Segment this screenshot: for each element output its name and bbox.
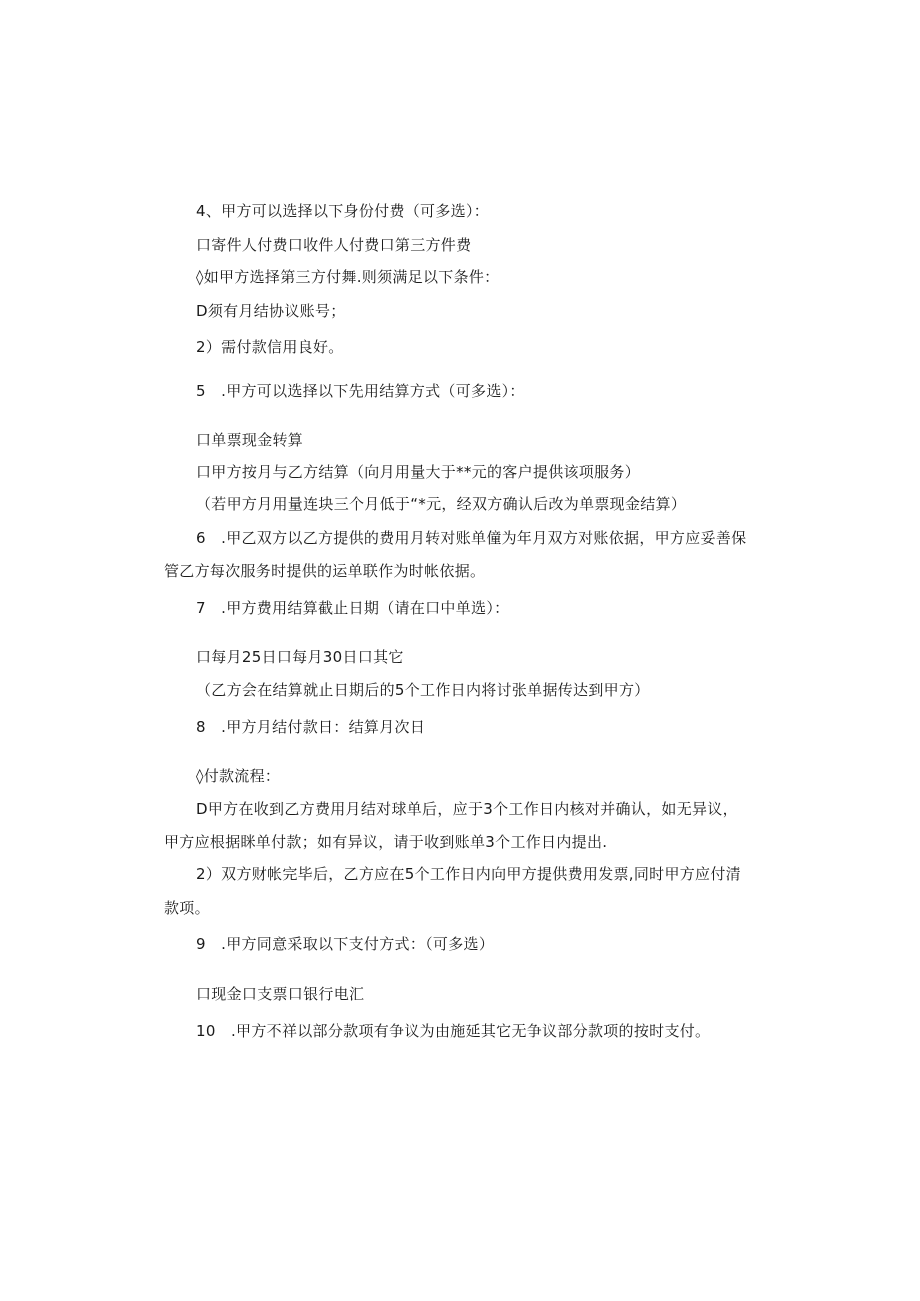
process-step-1-line-1: D甲方在收到乙方费用月结对球单后，应于3个工作日内核对并确认，如无异议， (196, 800, 738, 818)
third-party-conditions-heading: ◊如甲方选择第三方付舞.则须满足以下条件： (196, 268, 500, 286)
process-step-2-line-2: 款项。 (164, 899, 210, 917)
cutoff-date-options: 口每月25日口每月30日口其它 (196, 648, 404, 666)
settlement-option-single: 口单票现金转算 (196, 431, 304, 449)
clause-4-payer-options: 口寄件人付费口收件人付费口第三方件费 (196, 236, 472, 254)
clause-6-line-2: 管乙方每次服务时提供的运单联作为时帐依据。 (164, 562, 486, 580)
cutoff-note: （乙方会在结算就止日期后的5个工作日内将讨张单据传达到甲方） (196, 681, 650, 699)
clause-6-line-1: 6 .甲乙双方以乙方提供的费用月转对账单僮为年月双方对账依据，甲方应妥善保 (196, 529, 747, 547)
settlement-option-monthly: 口甲方按月与乙方结算（向月用量大于**元的客户提供该项服务） (196, 463, 641, 481)
clause-9-heading: 9 .甲方同意采取以下支付方式：（可多选） (196, 935, 495, 953)
clause-4-heading: 4、甲方可以选择以下身份付费（可多选）： (196, 202, 490, 220)
condition-2: 2）需付款信用良好。 (196, 338, 344, 356)
condition-1: D须有月结协议账号； (196, 302, 346, 320)
clause-7-heading: 7 .甲方费用结算截止日期（请在口中单选）： (196, 599, 510, 617)
process-step-2-line-1: 2）双方财帐完毕后，乙方应在5个工作日内向甲方提供费用发票,同时甲方应付清 (196, 865, 741, 883)
settlement-note: （若甲方月用量连块三个月低于“*元，经双方确认后改为单票现金结算） (196, 495, 687, 513)
payment-method-options: 口现金口支票口银行电汇 (196, 985, 365, 1003)
clause-10: 10 .甲方不祥以部分款项有争议为由施延其它无争议部分款项的按时支付。 (196, 1022, 711, 1040)
process-step-1-line-2: 甲方应根据眯单付款；如有异议，请于收到账单3个工作日内提出. (164, 833, 608, 851)
clause-5-heading: 5 .甲方可以选择以下先用结算方式（可多选）： (196, 382, 525, 400)
clause-8-heading: 8 .甲方月结付款日：结算月次日 (196, 718, 426, 736)
payment-process-heading: ◊付款流程： (196, 767, 281, 785)
